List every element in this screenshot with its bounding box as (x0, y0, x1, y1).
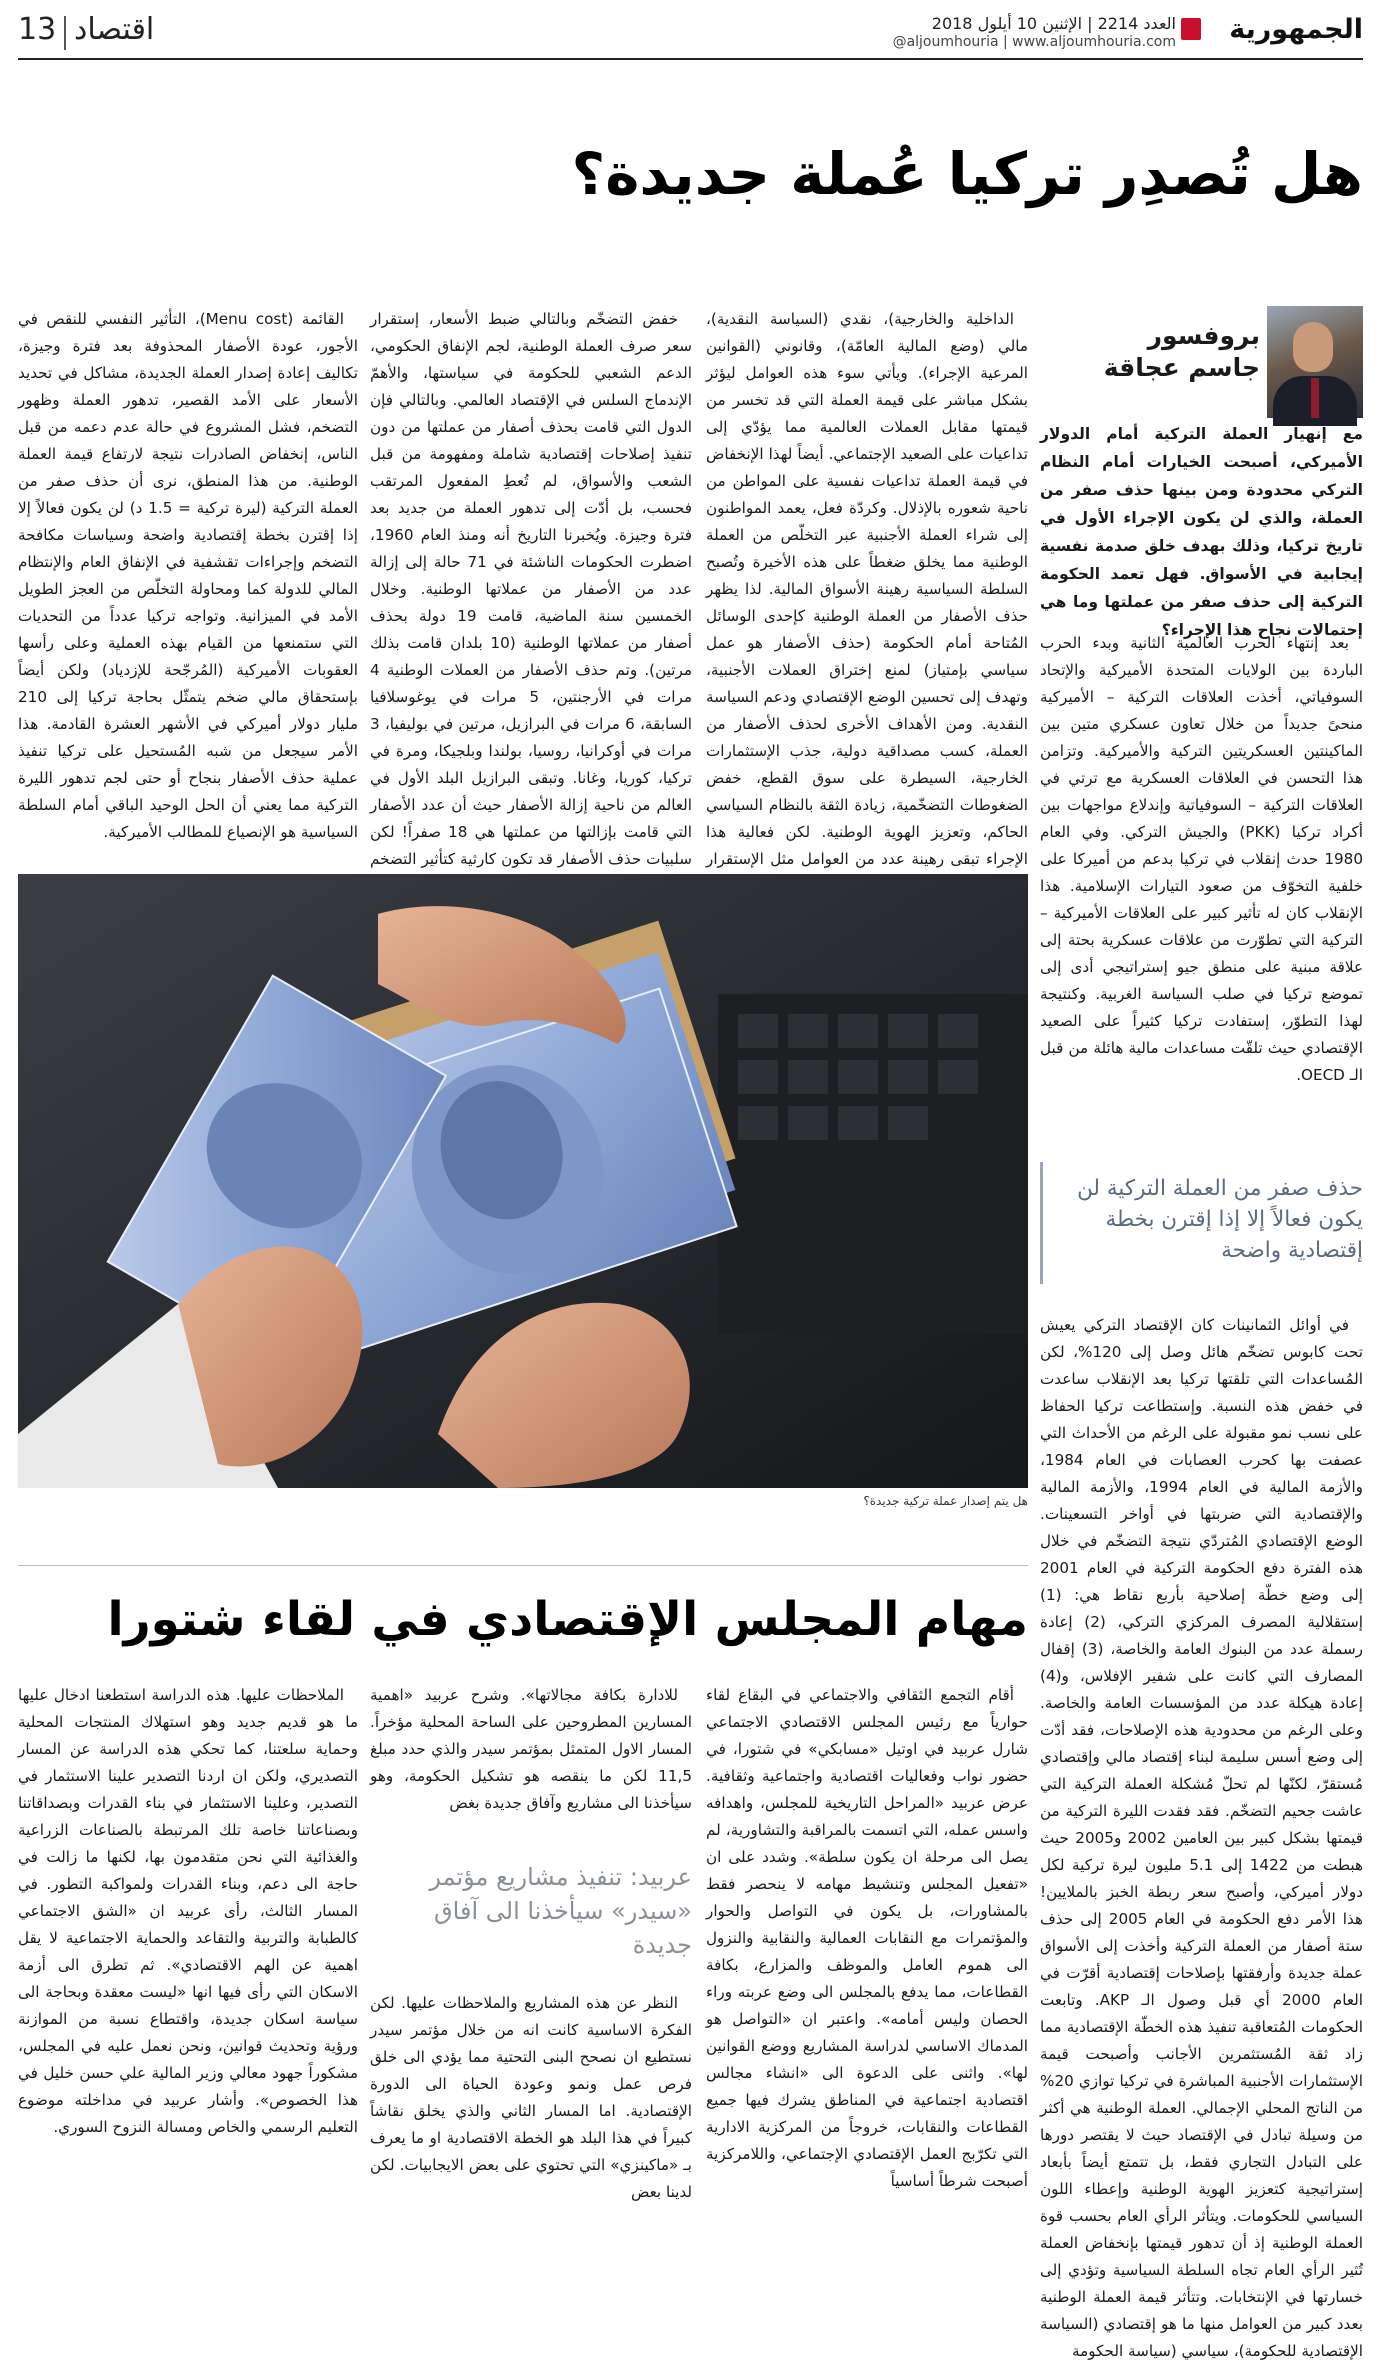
photo-caption: هل يتم إصدار عملة تركية جديدة؟ (863, 1494, 1028, 1508)
page-number: 13 (18, 12, 57, 47)
article2-column-3: الملاحظات عليها. هذه الدراسة استطعنا ادخال عليها ما هو قديم جديد وهو استهلاك المنتجات المحلية وحماية سلعتنا، كما تحكي هذه الدراسة عن المسار التصديري، ولكن ان اردنا التصدير علينا الاستثمار في التصدير، وعلينا الاستثمار في بناء القدرات وبصداقاتنا وبصناعاتنا خاصة تلك المرتبطة بالصناعات الزراعية والغذائية التي نحن متقدمون بها، لكنها ما زالت في حاجة الى دعم، وبناء القدرات ولمواكبة التطور. في المسار الثالث، رأى عربيد ان «الشق الاجتماعي كالطبابة والتربية والتقاعد والحماية الاجتماعية لا يقل اهمية عن الهم الاقتصادي». ثم تطرق الى أزمة الاسكان التي رأى فيها انها «ليست معقدة وبحاجة الى سياسة اسكان جديدة، واقتطاع نسبة من الموازنة ورؤية وتحديث قوانين، ونحن نعمل عليه في المجلس، مشكوراً جهود معالي وزير المالية علي حسن خليل في هذا الخصوص». وأشار عربيد في مداخلته موضوع التعليم الرسمي والخاص ومسالة النزوح السوري. (18, 1686, 358, 2136)
pullquote: حذف صفر من العملة التركية لن يكون فعالاً إلا إذا إقترن بخطة إقتصادية واضحة (1077, 1176, 1363, 1263)
article-column-4: القائمة (Menu cost)، التأثير النفسي للنقص في الأجور، عودة الأصفار المحذوفة بعد فترة وجيزة، تكاليف إعادة إصدار العملة الجديدة، مشاكل في تحديد الأسعار على الأمد القصير، تدهور العملة وظهور التضخم، فشل المشروع في حالة عدم دعمه من قبل الناس، إنخفاض الصادرات نتيجة لارتفاع قيمة العملة الوطنية. من هذا المنطق، نرى أن حذف صفر من العملة التركية (ليرة تركية = 1.5 د) لن يكون فعالاً إلا إذا إقترن بخطة إقتصادية واضحة وسياسات مكافحة التضخم وإجراءات تقشفية في الإنفاق العام والإنتظام المالي للدولة كما ومحاولة التخلّص من العجز الطويل الأمد في الميزانية. وتواجه تركيا عدداً من التحديات التي ستمنعها من القيام بهذه العملية وعلى رأسها العقوبات الأميركية (المُرجّحة للإزدياد) ولكن أيضاً بإستحقاق مالي ضخم يتمثّل بحاجة تركيا إلى 210 مليار دولار أميركي في الأشهر العشرة القادمة. هذا الأمر سيجعل من شبه المُستحيل على تركيا تنفيذ عملية حذف الأصفار بنجاح أو حتى لجم تدهور الليرة التركية مما يعني أن الحل الوحيد الباقي أمام السلطة السياسية هو الإنصياع للمطالب الأميركية. (18, 310, 358, 841)
article-photo (18, 874, 1028, 1488)
logo-mark-icon (1181, 18, 1201, 40)
author-name: جاسم عجاقة (1103, 353, 1260, 382)
author-photo (1267, 306, 1363, 418)
article-column-2: الداخلية والخارجية)، نقدي (السياسة النقدية)، مالي (وضع المالية العامّة)، وقانوني (القوانين المرعية الإجراء). ويأتي سوء هذه العوامل ليؤثر بشكل مباشر على قيمة العملة التي قد تخسر من قيمتها مقابل العملات العالمية مما يؤدّي إلى تداعيات على الصعيد الإجتماعي. أيضاً لهذا الإنخفاض في قيمة العملة تداعيات نفسية على المواطن من ناحية شعوره بالإذلال. وكردّة فعل، يعمد المواطنون إلى شراء العملة الأجنبية عبر التخلّص من العملة الوطنية مما يخلق ضغطاً على هذه الأخيرة وتُصبح السلطة السياسية رهينة الأسواق المالية. لذا يظهر حذف الأصفار من العملة الوطنية كإحدى الوسائل المُتاحة أمام الحكومة (حذف الأصفار هو عمل سياسي بإمتياز) لمنع إختراق العملات الأجنبية، وتهدف إلى تحسين الوضع الإقتصادي ودعم السياسة النقدية. ومن الأهداف الأخرى لحذف الأصفار من العملة، كسب مصداقية دولية، جذب الإستثمارات الخارجية، السيطرة على سوق القطع، خفض الضغوطات التضخّمية، زيادة الثقة بالنظام السياسي الحاكم، وتعزيز الهوية الوطنية. لكن فعالية هذا الإجراء تبقى رهينة عدد من العوامل مثل الإستقرار (706, 310, 1028, 868)
website-url: @aljoumhouria | www.aljoumhouria.com (892, 34, 1176, 50)
article2-column-1: أقام التجمع الثقافي والاجتماعي في البقاع لقاء حوارياً مع رئيس المجلس الاقتصادي الاجتماعي شارل عربيد في اوتيل «مسابكي» في شتورا، في حضور نواب وفعاليات اقتصادية واجتماعية وثقافية. عرض عربيد «المراحل التاريخية للمجلس، واهدافه واسس عمله، التي اتسمت بالمراقبة والتشاورية، لم يصل الى مرحلة ان يكون سلطة». وشدد على ان «تفعيل المجلس وتنشيط مهامه لا ينحصر فقط بالمشاورات، بل يكون في التواصل والحوار والمؤتمرات مع النقابات العمالية والنقابية والنزول الى هموم العامل والموظف والمزارع، بكافة القطاعات، مما يدفع بالمجلس الى وضع عربته وراء الحصان وليس أمامه». واعتبر ان «التواصل هو المدماك الاساسي لدراسة المشاريع ووضع القوانين لها». واثنى على الدعوة الى «انشاء مجالس اقتصادية اجتماعية في المناطق يشرك فيها جميع القطاعات والنقابات، خروجاً من المركزية الادارية التي تكرّبج العمل الإقتصادي الإجتماعي، واللامركزية أصبحت شرطاً أساسياً (706, 1686, 1028, 2190)
article-intro: مع إنهيار العملة التركية أمام الدولار الأميركي، أصبحت الخيارات أمام النظام التركي محدودة ومن بينها حذف صفر من العملة، والذي لن يكون الإجراء الأول في تاريخ تركيا، وذلك بهدف خلق صدمة نفسية إيجابية في الأسواق. فهل تعمد الحكومة التركية إلى حذف صفر من عملتها وما هي إحتمالات نجاح هذا الإجراء؟ (1040, 425, 1363, 639)
issue-info: العدد 2214 | الإثنين 10 أيلول 2018 (931, 14, 1176, 33)
article2-column-2-continued: النظر عن هذه المشاريع والملاحظات عليها. لكن الفكرة الاساسية كانت انه من خلال مؤتمر سيدر نستطيع ان نصحح البنى التحتية مما يؤدي الى خلق فرص عمل ونمو وعودة الحياة الى الدورة الإقتصادية. اما المسار الثاني والذي يخلق نقاشاً كبيراً في هذا البلد هو الخطة الاقتصادية او ما يعرف بـ «ماكينزي» التي تحتوي على بعض الايجابيات. لكن لدينا بعض (370, 1994, 692, 2201)
article-column-1: بعد إنتهاء الحرب العالمية الثانية وبدء الحرب الباردة بين الولايات المتحدة الأميركية والإتحاد السوفياتي، أخذت العلاقات التركية – الأميركية منحىً جديداً من خلال تعاون عسكري متين بين الماكينتين العسكريتين التركية والأميركية. وتزامن هذا التحسن في العلاقات العسكرية مع ترتي في العلاقات التركية – السوفياتية وإندلاع مواجهات بين أكراد تركيا (PKK) والجيش التركي. وفي العام 1980 حدث إنقلاب في تركيا بدعم من أميركا على خلفية التخوّف من صعود التيارات الإسلامية. هذا الإنقلاب كان له تأثير كبير على العلاقات الأميركية – التركية التي تطوّرت من علاقات عسكرية بحتة إلى علاقة مبنية على منطق جيو إستراتيجي أدى إلى تموضع تركيا في صلب السياسة الغربية. وكنتيجة لهذا التطوّر، إستفادت تركيا كثيراً على الصعيد الإقتصادي حيث تلقّت مساعدات مالية هائلة من قبل الـ OECD. (1040, 634, 1363, 1084)
article-headline: هل تُصدِر تركيا عُملة جديدة؟ (571, 140, 1363, 208)
banknotes-photo-illustration (18, 874, 1028, 1488)
section-name: اقتصاد (74, 12, 155, 47)
article-column-3: خفض التضخّم وبالتالي ضبط الأسعار، إستقرار سعر صرف العملة الوطنية، لجم الإنفاق الحكومي، الدعم الشعبي للحكومة في سياستها، والأهمّ الإندماج السلس في الإقتصاد العالمي. وبالتالي فإن الدول التي قامت بحذف أصفار من عملتها من دون تنفيذ إصلاحات إقتصادية شاملة ومفهومة من قبل الشعب والأسواق، لم تُعطِ المفعول المرتقب فحسب، بل أدّت إلى تدهور العملة من جديد بعد فترة وجيزة. ويُخبرنا التاريخ أنه ومنذ العام 1960، اضطرت الحكومات الناشئة في 71 حالة إلى إزالة عدد من الأصفار من عملاتها الوطنية. وخلال الخمسين سنة الماضية، قامت 19 دولة بحذف أصفار من عملاتها الوطنية (10 بلدان قامت بذلك مرتين). وتم حذف الأصفار من العملات الوطنية 4 مرات في الأرجنتين، 5 مرات في يوغوسلافيا السابقة، 6 مرات في البرازيل، مرتين في بوليفيا، 3 مرات في أوكرانيا، روسيا، بولندا وبلجيكا، ومرة في تركيا، كوريا، وغانا. وتبقى البرازيل البلد الأول في العالم من ناحية إزالة الأصفار حيث أن عدد الأصفار التي قامت بإزالتها من عملتها هي 18 صفراً! لكن سلبيات حذف الأصفار قد تكون كارثية كتأثير التضخم (370, 310, 693, 868)
section-rule (18, 1565, 1028, 1566)
masthead-rule (18, 58, 1363, 60)
article2-column-2: للادارة بكافة مجالاتها». وشرح عربيد «اهمية المسارين المطروحين على الساحة المحلية مؤخراً. المسار الاول المتمثل بمؤتمر سيدر والذي حدد مبلغ 11,5 لكن ما ينقصه هو تشكيل الحكومة، وهو سيأخذنا الى مشاريع وآفاق جديدة بغض (370, 1686, 692, 1812)
section-divider (64, 16, 66, 50)
author-title: بروفسور (1147, 321, 1260, 350)
newspaper-logo: الجمهورية (1229, 14, 1363, 45)
pullquote-2: عربيد: تنفيذ مشاريع مؤتمر «سيدر» سيأخذنا الى آفاق جديدة (429, 1863, 692, 1959)
author-byline (1040, 320, 1260, 384)
article-column-1-continued: في أوائل الثمانينات كان الإقتصاد التركي يعيش تحت كابوس تضخّم هائل وصل إلى 120%، لكن المُساعدات التي تلقتها تركيا بعد الإنقلاب ساعدت في خفض هذه النسبة. وإستطاعت تركيا الحفاظ على نسب نمو مقبولة على الرغم من الأحداث التي عصفت بها كحرب العصابات في العام 1984، والأزمة المالية في العام 1994، والأزمة المالية والإقتصادية التي ضربتها في أواخر التسعينات. الوضع الإقتصادي المُتردّي نتيجة التضخّم في خلال هذه الفترة دفع الحكومة التركية في العام 2001 إلى وضع خطّة إصلاحية بأربع نقاط هي: (1) إستقلالية المصرف المركزي التركي، (2) إعادة رسملة عدد من البنوك العامة والخاصة، (3) إقفال المصارف التي كانت على شفير الإفلاس، و(4) إعادة هيكلة عدد من المؤسسات العامة والخاصة. وعلى الرغم من محدودية هذه الإصلاحات، فقد أدّت إلى وضع أسس سليمة لبناء إقتصاد مالي وإقتصادي مُستقرّ، لكنّها لم تحلّ مُشكلة العملة التركية التي عاشت جحيم التضخّم. فقد فقدت الليرة التركية من قيمتها بشكل كبير بين العامين 2002 و2005 حيث هبطت من 1422 إلى 5.1 مليون ليرة تركية لكل دولار أميركي، وأصبح سعر ربطة الخبز بالملايين! هذا الأمر دفع الحكومة في العام 2005 إلى حذف ستة أصفار من العملة التركية وأخذت إلى الأسواق عملة جديدة وأرفقتها بإصلاحات إقتصادية أقرّت في العام 2000 أي قبل وصول الـ AKP. وتابعت الحكومات المُتعاقبة تنفيذ هذه الخطّة الإقتصادية مما زاد ثقة المُستثمرين الأجانب وأصبحت قيمة الإستثمارات الأجنبية المباشرة في تركيا توازي 20% من الناتج المحلي الإجمالي. العملة الوطنية هي أكثر من وسيلة تبادل في الإقتصاد حيث لا يقتصر دورها على التبادل التجاري فقط، بل تتمتع أيضاً بأبعاد إستراتيجية كتعزيز الهوية الوطنية وإعطاء اللون السياسي للحكومات. ويتأثر الرأي العام بحسب قوة العملة الوطنية إذ أن تدهور قيمتها بإنخفاض العملة تُثير الرأي العام تجاه السلطة السياسية وتؤدي إلى خسارتها في الإنتخابات. وتتأثر قيمة العملة الوطنية بعدد كبير من العوامل منها ما هو إقتصادي (السياسة الإقتصادية للحكومة)، سياسي (سياسة الحكومة (1040, 1316, 1364, 2360)
article-headline-2: مهام المجلس الإقتصادي في لقاء شتورا (107, 1592, 1028, 1647)
